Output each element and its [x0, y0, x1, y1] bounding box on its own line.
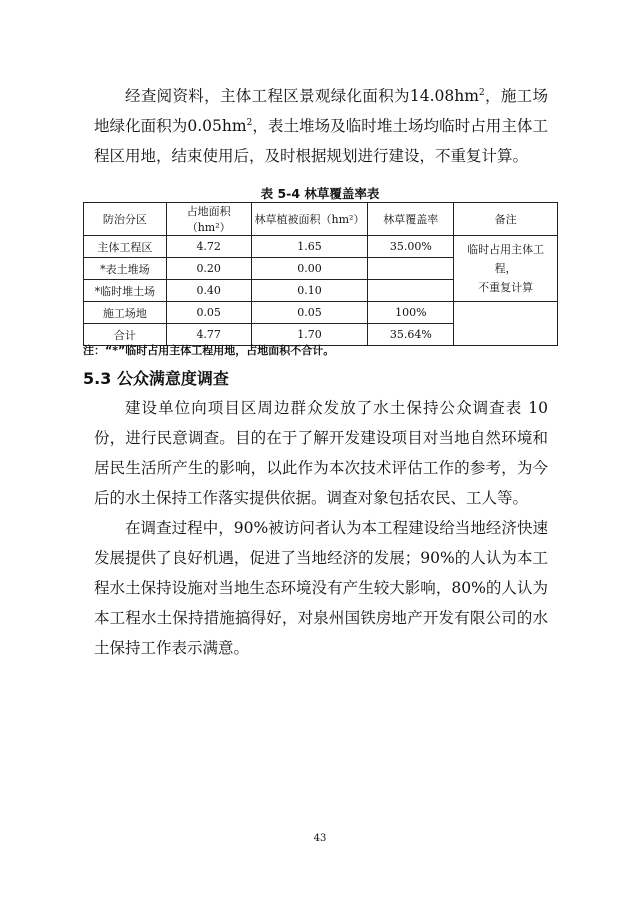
- table-cell: *表土堆场: [84, 258, 167, 280]
- vegetation-coverage-table: [83, 202, 558, 346]
- table-cell: 主体工程区: [84, 236, 167, 258]
- table-header-row: [84, 203, 558, 236]
- table-cell: 1.65: [251, 236, 368, 258]
- table-cell: 100%: [368, 302, 454, 324]
- table-footnote: 注：“*”临时占用主体工程用地，占地面积不合计。: [83, 344, 335, 357]
- paragraph-greening-area: [94, 81, 548, 171]
- table-cell: [368, 280, 454, 302]
- table-cell: 0.05: [251, 302, 368, 324]
- table-row: [84, 236, 558, 258]
- table-cell: 0.10: [251, 280, 368, 302]
- para1-sup-b: 2: [246, 117, 253, 128]
- table-cell: 0.20: [166, 258, 251, 280]
- para1-sup-a: 2: [478, 87, 485, 98]
- table-cell: 0.40: [166, 280, 251, 302]
- table-cell: 1.70: [251, 324, 368, 346]
- header-cell: 占地面积（hm²）: [166, 203, 251, 236]
- table-cell: *临时堆土场: [84, 280, 167, 302]
- para1-text-b: ，施工场地绿化面积为0.05hm: [94, 87, 548, 135]
- table-cell: 0.00: [251, 258, 368, 280]
- header-cell: 防治分区: [84, 203, 167, 236]
- table-row: [84, 302, 558, 324]
- section-heading: 5.3 公众满意度调查: [83, 369, 229, 388]
- table-cell: 0.05: [166, 302, 251, 324]
- remark-line-1: 临时占用主体工程，: [467, 243, 545, 275]
- table-cell: 合计: [84, 324, 167, 346]
- table-cell: 4.77: [166, 324, 251, 346]
- paragraph-survey-results: 在调查过程中，90%被访问者认为本工程建设给当地经济快速发展提供了良好机遇，促进了当地经济的发展；90%的人认为本工程水土保持设施对当地生态环境没有产生较大影响，80%的人认为本工程水土保持措施搞得好，对泉州国铁房地产开发有限公司的水土保持工作表示满意。: [94, 519, 548, 657]
- header-cell: 林草植被面积（hm²）: [251, 203, 368, 236]
- page-number: 43: [313, 833, 327, 844]
- table-cell: 施工场地: [84, 302, 167, 324]
- para1-text-c: ，表土堆场及临时堆土场均临时占用主体工程区用地，结束使用后，及时根据规划进行建设，不重复计算。: [94, 117, 548, 165]
- remark-cell: [454, 236, 558, 302]
- remark-cell-empty: [454, 302, 558, 346]
- table-caption: 表 5-4 林草覆盖率表: [260, 186, 380, 201]
- para1-text-a: 经查阅资料，主体工程区景观绿化面积为14.08hm: [125, 87, 479, 105]
- header-cell: 林草覆盖率: [368, 203, 454, 236]
- table-cell: 35.64%: [368, 324, 454, 346]
- remark-line-2: 不重复计算: [478, 281, 534, 294]
- table-cell: 35.00%: [368, 236, 454, 258]
- table-cell: 4.72: [166, 236, 251, 258]
- header-cell: 备注: [454, 203, 558, 236]
- paragraph-survey-intro: 建设单位向项目区周边群众发放了水土保持公众调查表 10 份，进行民意调查。目的在于了解开发建设项目对当地自然环境和居民生活所产生的影响，以此作为本次技术评估工作的参考，为今后的水土保持工作落实提供依据。调查对象包括农民、工人等。: [94, 399, 548, 507]
- table-cell: [368, 258, 454, 280]
